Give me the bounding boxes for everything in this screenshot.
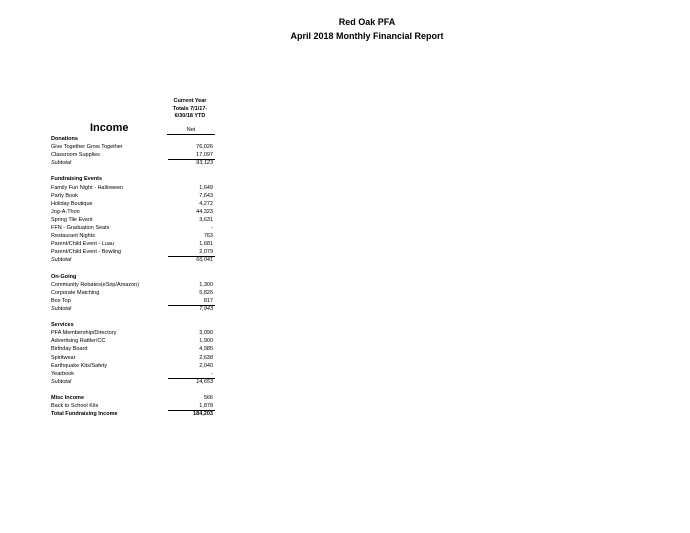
subtotal-label: Subtotal: [51, 305, 72, 312]
section-header: [51, 175, 215, 183]
row-value: 3,631: [199, 216, 213, 223]
section-value: 566: [203, 395, 213, 401]
column-header-line: Totals 7/1/17-: [172, 105, 208, 112]
subtotal-label: Subtotal: [51, 378, 72, 385]
table-row: [51, 151, 215, 159]
row-label: Earthquake Kits/Safety: [51, 362, 107, 369]
row-value: 7,643: [199, 192, 213, 199]
subtotal-value: 14,653: [168, 378, 215, 386]
section-header: [51, 394, 215, 402]
subtotal-label: Subtotal: [51, 160, 72, 167]
income-table: [51, 135, 215, 418]
row-value: 4,985: [199, 346, 213, 353]
subtotal-row: [51, 159, 215, 167]
subtotal-row: [51, 305, 215, 313]
row-value: 817: [203, 297, 213, 304]
section-header: [51, 135, 215, 143]
row-value: 4,272: [199, 200, 213, 207]
table-row: [51, 208, 215, 216]
subtotal-value: 7,943: [168, 305, 215, 313]
row-value: 1,649: [199, 184, 213, 191]
table-row: [51, 200, 215, 208]
row-value: 2,040: [199, 362, 213, 369]
table-row: [51, 281, 215, 289]
row-label: FFN - Graduation Seats: [51, 225, 110, 232]
row-value: 763: [203, 233, 213, 240]
income-heading: Income: [90, 122, 129, 134]
row-value: 1,681: [199, 241, 213, 248]
row-label: Classroom Supplies: [51, 152, 100, 159]
section-title: Misc Income: [51, 395, 85, 401]
total-value: 184,203: [168, 410, 215, 418]
row-value: 5,826: [199, 289, 213, 296]
row-value: 44,323: [196, 208, 213, 215]
subtotal-value: 93,123: [168, 159, 215, 167]
row-label: PFA Membership/Directory: [51, 330, 117, 337]
column-header-line: Current Year: [173, 98, 207, 104]
row-label: Jog-A-Thon: [51, 208, 80, 215]
table-row: [51, 370, 215, 378]
row-label: Parent/Child Event - Bowling: [51, 249, 122, 256]
row-value: 1,878: [199, 403, 213, 410]
table-row: [51, 329, 215, 337]
table-row: [51, 216, 215, 224]
table-row: [51, 192, 215, 200]
row-label: Box Top: [51, 297, 71, 304]
org-name: Red Oak PFA: [338, 17, 396, 27]
row-label: Community Rebates(eSrip/Amazon): [51, 281, 140, 288]
table-row: [51, 297, 215, 305]
row-label: Family Fun Night - Halloween: [51, 184, 124, 191]
row-label: Give Together Grow Together: [51, 144, 123, 151]
row-value: 1,300: [199, 281, 213, 288]
row-value: 1,900: [199, 338, 213, 345]
row-label: Spring Tile Event: [51, 216, 93, 223]
section-title: On-Going: [51, 273, 77, 280]
total-row: [51, 410, 215, 418]
table-row: [51, 402, 215, 410]
subtotal-row: [51, 378, 215, 386]
table-row: [51, 232, 215, 240]
subtotal-value: 66,041: [168, 256, 215, 264]
row-label: Holiday Boutique: [51, 200, 93, 207]
row-label: Advertising Rattler/CC: [51, 338, 106, 345]
row-label: Birthday Board: [51, 346, 88, 353]
table-row: [51, 345, 215, 353]
section-title: Services: [51, 322, 74, 329]
row-label: Party Book: [51, 192, 78, 199]
column-header: [165, 98, 215, 121]
row-label: Yearbook: [51, 370, 75, 377]
row-value: 2,079: [199, 249, 213, 256]
report-title: April 2018 Monthly Financial Report: [290, 31, 444, 41]
table-row: [51, 337, 215, 345]
table-row: [51, 184, 215, 192]
net-column-label: Net: [186, 127, 196, 133]
section-header: [51, 321, 215, 329]
section-title: Donations: [51, 136, 78, 142]
row-label: Parent/Child Event - Luau: [51, 241, 114, 248]
row-label: Restaurant Nights: [51, 233, 96, 240]
row-value: -: [211, 225, 213, 232]
row-value: 17,097: [196, 152, 213, 159]
column-header-line: 6/30/18 YTD: [174, 113, 206, 119]
subtotal-label: Subtotal: [51, 257, 72, 264]
row-value: 2,638: [199, 354, 213, 361]
total-label: Total Fundraising Income: [51, 411, 118, 418]
table-row: [51, 362, 215, 370]
row-value: 76,026: [196, 144, 213, 151]
table-row: [51, 289, 215, 297]
row-label: Corporate Matching: [51, 289, 100, 296]
table-row: [51, 224, 215, 232]
section-title: Fundraising Events: [51, 176, 103, 183]
section-header: [51, 273, 215, 281]
row-value: 3,090: [199, 330, 213, 337]
table-row: [51, 248, 215, 256]
table-row: [51, 354, 215, 362]
row-value: -: [211, 370, 213, 377]
row-label: Back to School Kits: [51, 403, 99, 410]
row-label: Spiritwear: [51, 354, 76, 361]
table-row: [51, 240, 215, 248]
subtotal-row: [51, 256, 215, 264]
table-row: [51, 143, 215, 151]
